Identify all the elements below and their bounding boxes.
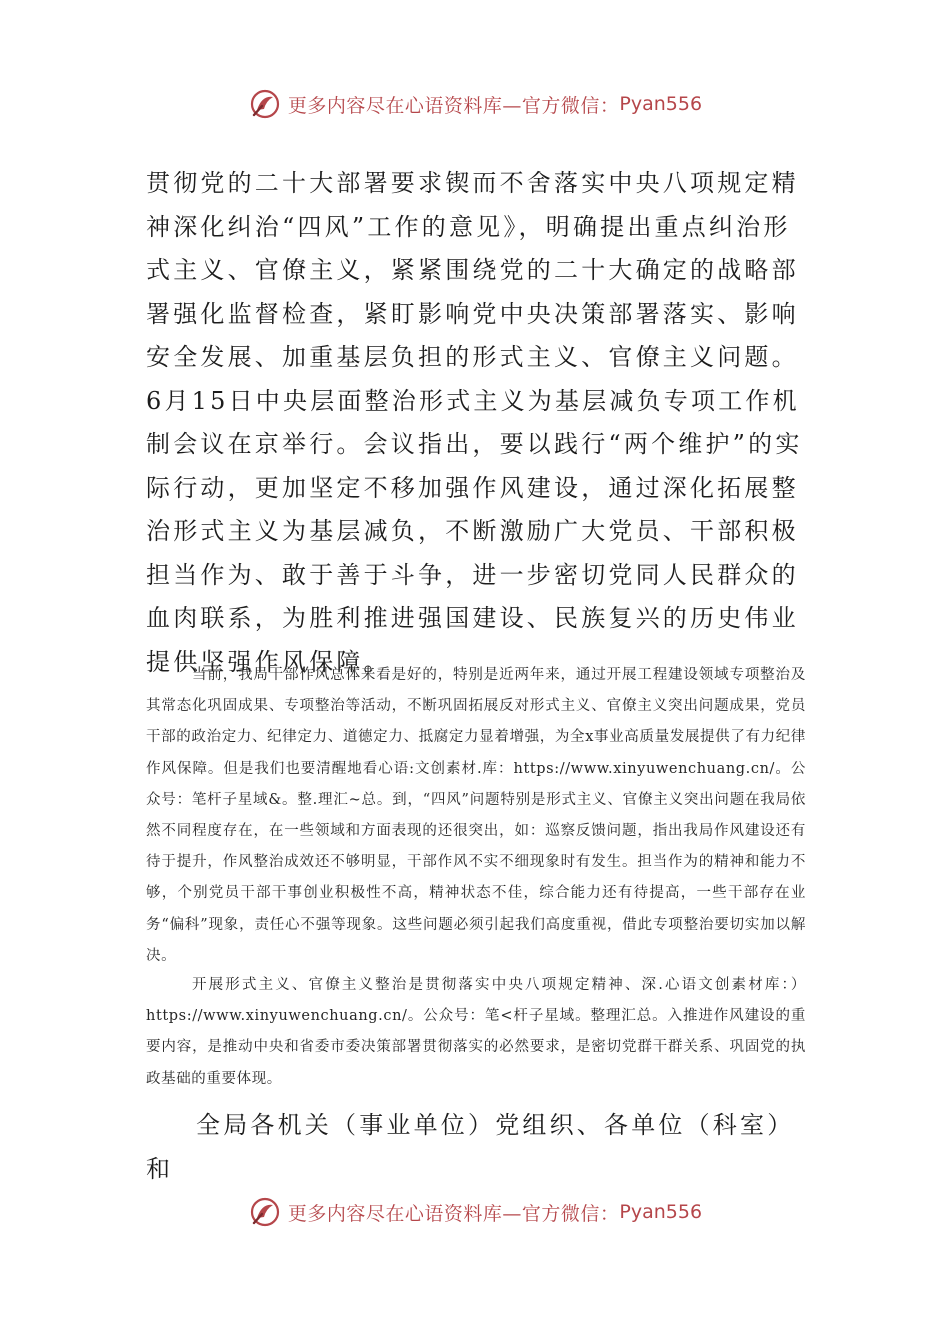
body-paragraph-small-1: 当前，我局干部作风总体来看是好的，特别是近两年来，通过开展工程建设领域专项整治及其常态化巩固成果、专项整治等活动，不断巩固拓展反对形式主义、官僚主义突出问题成果，党员干部的政治定力、纪律定力、道德定力、抵腐定力显着增强，为全x事业高质量发展提供了有力纪律作风保障。但是我们也要清醒地看心语:文创素材.库：https://www.xinyuwenchuang.cn/。公众号：笔杆子星域&。整.理汇~总。到，“四风”问题特别是形式主义、官僚主义突出问题在我局依然不同程度存在，在一些领域和方面表现的还很突出，如：巡察反馈问题，指出我局作风建设还有待于提升，作风整治成效还不够明显，干部作风不实不细现象时有发生。担当作为的精神和能力不够，个别党员干部干事创业积极性不高，精神状态不佳，综合能力还有待提高，一些干部存在业务“偏科”现象，责任心不强等现象。这些问题必须引起我们高度重视，借此专项整治要切实加以解决。 bbox=[146, 667, 806, 964]
body-paragraph-large-2: 全局各机关（事业单位）党组织、各单位（科室）和 bbox=[146, 1111, 795, 1183]
footer-watermark-banner bbox=[0, 1192, 950, 1232]
banner-text: 更多内容尽在心语资料库—官方微信： bbox=[287, 94, 620, 117]
banner-text: 更多内容尽在心语资料库—官方微信： bbox=[287, 1202, 620, 1225]
body-paragraph-small-2: 开展形式主义、官僚主义整治是贯彻落实中央八项规定精神、深.心语文创素材库：）https://www.xinyuwenchuang.cn/。公众号：笔<杆子星域。整理汇总。入推进作风建设的重要内容，是推动中央和省委市委决策部署贯彻落实的必然要求，是密切党群干群关系、巩固党的执政基础的重要体现。 bbox=[146, 977, 806, 1087]
brush-logo-icon bbox=[248, 1195, 282, 1229]
brush-logo-icon bbox=[248, 87, 282, 121]
body-paragraph-large-1: 贯彻党的二十大部署要求锲而不舍落实中央八项规定精神深化纠治“四风”工作的意见》，明确提出重点纠治形式主义、官僚主义，紧紧围绕党的二十大确定的战略部署强化监督检查，紧盯影响党中央决策部署落实、影响安全发展、加重基层负担的形式主义、官僚主义问题。6月15日中央层面整治形式主义为基层减负专项工作机制会议在京举行。会议指出，要以践行“两个维护”的实际行动，更加坚定不移加强作风建设，通过深化拓展整治形式主义为基层减负，不断激励广大党员、干部积极担当作为、敢于善于斗争，进一步密切党同人民群众的血肉联系，为胜利推进强国建设、民族复兴的历史伟业提供坚强作风保障。 bbox=[146, 169, 803, 676]
header-watermark-banner bbox=[0, 84, 950, 124]
banner-wechat-id: Pyan556 bbox=[619, 1201, 703, 1223]
banner-wechat-id: Pyan556 bbox=[619, 93, 703, 115]
